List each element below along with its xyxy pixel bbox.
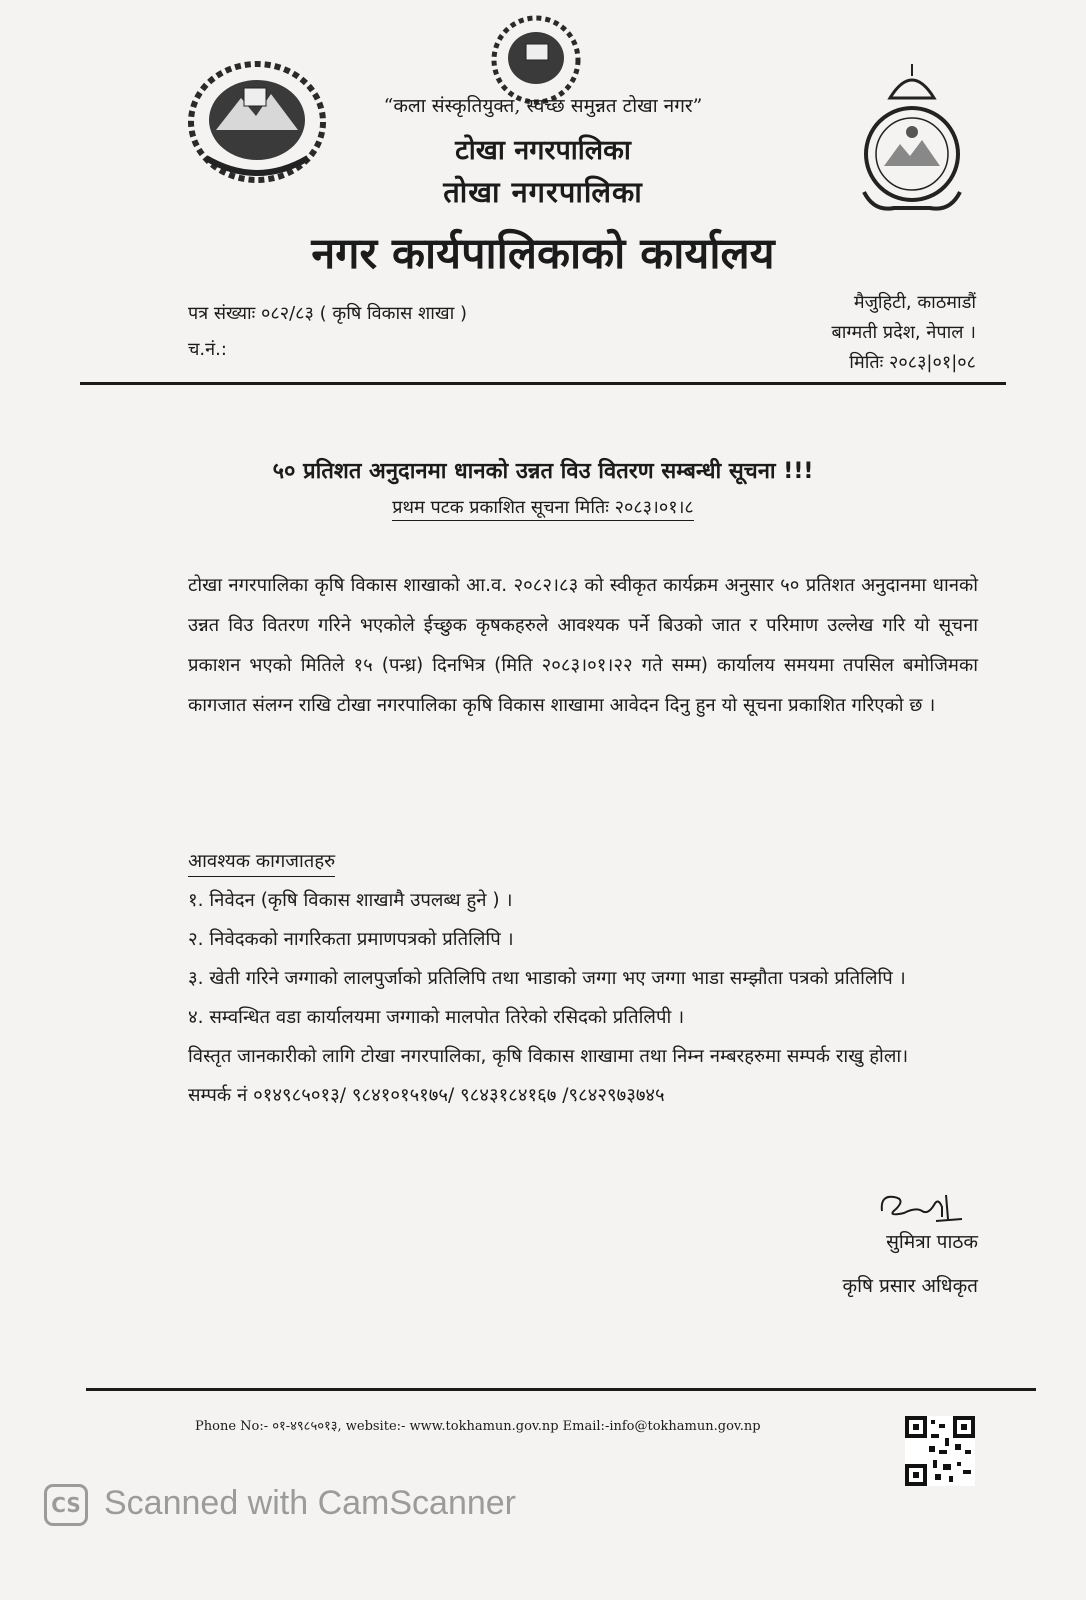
qr-code-icon <box>905 1416 975 1490</box>
letter-date: मितिः २०८३|०१|०८ <box>849 352 976 373</box>
contact-numbers: सम्पर्क नं ०१४९८५०१३/ ९८४१०१५१७५/ ९८४३१८४१६७ /९८४२९७३७४५ <box>188 1085 665 1106</box>
notice-subtitle <box>0 495 1086 519</box>
address-line2: बाग्मती प्रदेश, नेपाल । <box>831 322 976 343</box>
office-address <box>831 288 976 378</box>
more-info: विस्तृत जानकारीको लागि टोखा नगरपालिका, कृषि विकास शाखामा तथा निम्न नम्बरहरुमा सम्पर्क राखु होला। <box>188 1046 909 1067</box>
signature-icon <box>876 1185 966 1229</box>
header-divider <box>80 382 1006 385</box>
required-documents <box>188 842 980 1115</box>
letter-number: पत्र संख्याः ०८२/८३ ( कृषि विकास शाखा ) <box>188 303 468 324</box>
municipality-name-newari: तोखा नगरपालिका <box>443 175 643 209</box>
document-item: २. निवेदकको नागरिकता प्रमाणपत्रको प्रतिलिपि । <box>188 929 514 950</box>
address-line1: मैजुहिटी, काठमाडौं <box>853 292 976 313</box>
letter-ref <box>188 296 467 368</box>
office-title: नगर कार्यपालिकाको कार्यालय <box>311 229 775 279</box>
notice-body: टोखा नगरपालिका कृषि विकास शाखाको आ.व. २०८२।८३ को स्वीकृत कार्यक्रम अनुसार ५० प्रतिशत अनुदानमा धानको उन्नत विउ वितरण गरिने भएकोले ईच्छुक कृषकहरुले आवश्यक पर्ने बिउको जात र परिमाण उल्लेख गरि यो सूचना प्रकाशन भएको मितिले १५ (पन्ध्र) दिनभित्र (मिति २०८३।०१।२२ गते सम्म) कार्यालय समयमा तपसिल बमोजिमका कागजात संलग्न राखि टोखा नगरपालिका कृषि विकास शाखामा आवेदन दिनु हुन यो सूचना प्रकाशित गरिएको छ । <box>188 575 978 716</box>
notice-subtitle-text: प्रथम पटक प्रकाशित सूचना मितिः २०८३।०१।८ <box>392 497 694 521</box>
documents-heading: आवश्यक कागजातहरु <box>188 848 335 877</box>
municipality-name: टोखा नगरपालिका <box>455 135 631 166</box>
dispatch-number: च.नं.: <box>188 339 227 360</box>
slogan: “कला संस्कृतियुक्त, स्वच्छ समुन्नत टोखा नगर” <box>383 95 703 117</box>
camscanner-watermark: Scanned with CamScanner <box>104 1484 517 1522</box>
notice-title: ५० प्रतिशत अनुदानमा धानको उन्नत विउ वितरण सम्बन्धी सूचना !!! <box>272 459 814 484</box>
camscanner-logo: CS <box>44 1484 88 1526</box>
document-item: ३. खेती गरिने जग्गाको लालपुर्जाको प्रतिलिपि तथा भाडाको जग्गा भए जग्गा भाडा सम्झौता पत्रको प्रतिलिपि । <box>188 968 906 989</box>
document-item: १. निवेदन (कृषि विकास शाखामै उपलब्ध हुने ) । <box>188 890 513 911</box>
footer-contact: Phone No:- ०१-४९८५०१३, website:- www.tokhamun.gov.np Email:-info@tokhamun.gov.np <box>195 1419 761 1434</box>
signatory-name: सुमित्रा पाठक <box>886 1231 978 1253</box>
footer-divider <box>86 1388 1036 1391</box>
signatory-title: कृषि प्रसार अधिकृत <box>842 1275 978 1297</box>
document-item: ४. सम्वन्धित वडा कार्यालयमा जग्गाको मालपोत तिरेको रसिदको प्रतिलिपी । <box>188 1007 685 1028</box>
